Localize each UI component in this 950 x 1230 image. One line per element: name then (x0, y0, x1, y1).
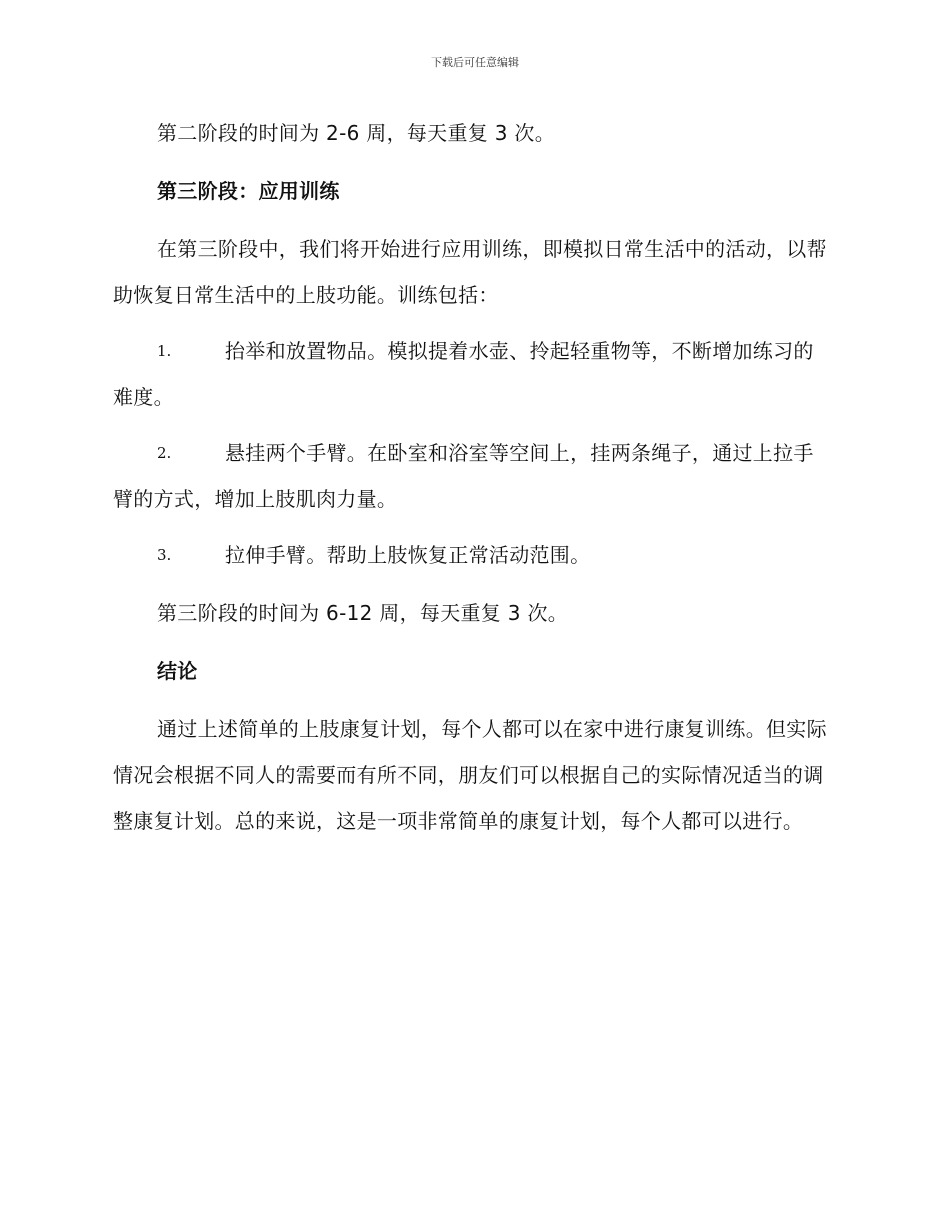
list-number: 2. (157, 444, 172, 462)
list-item (113, 430, 833, 522)
list-item-text: 抬举和放置物品。模拟提着水壶、拎起轻重物等，不断增加练习的难度。 (113, 339, 814, 409)
list-number: 1. (157, 342, 172, 360)
stage3-heading: 第三阶段：应用训练 (157, 179, 340, 203)
list-item (113, 532, 833, 578)
stage3-intro-paragraph: 在第三阶段中，我们将开始进行应用训练，即模拟日常生活中的活动，以帮助恢复日常生活中的上肢功能。训练包括： (113, 237, 827, 307)
list-item (113, 328, 833, 420)
conclusion-paragraph: 通过上述简单的上肢康复计划，每个人都可以在家中进行康复训练。但实际情况会根据不同人的需要而有所不同，朋友们可以根据自己的实际情况适当的调整康复计划。总的来说，这是一项非常简单的康复计划，每个人都可以进行。 (113, 717, 827, 833)
list-item-text: 拉伸手臂。帮助上肢恢复正常活动范围。 (225, 543, 591, 567)
stage2-duration-paragraph: 第二阶段的时间为 2-6 周，每天重复 3 次。 (157, 121, 556, 145)
stage3-duration-paragraph: 第三阶段的时间为 6-12 周，每天重复 3 次。 (157, 601, 569, 625)
document-body (113, 110, 833, 844)
header-note: 下载后可任意编辑 (431, 56, 519, 69)
list-number: 3. (157, 546, 172, 564)
conclusion-heading: 结论 (157, 659, 198, 683)
list-item-text: 悬挂两个手臂。在卧室和浴室等空间上，挂两条绳子，通过上拉手臂的方式，增加上肢肌肉力量。 (113, 441, 814, 511)
